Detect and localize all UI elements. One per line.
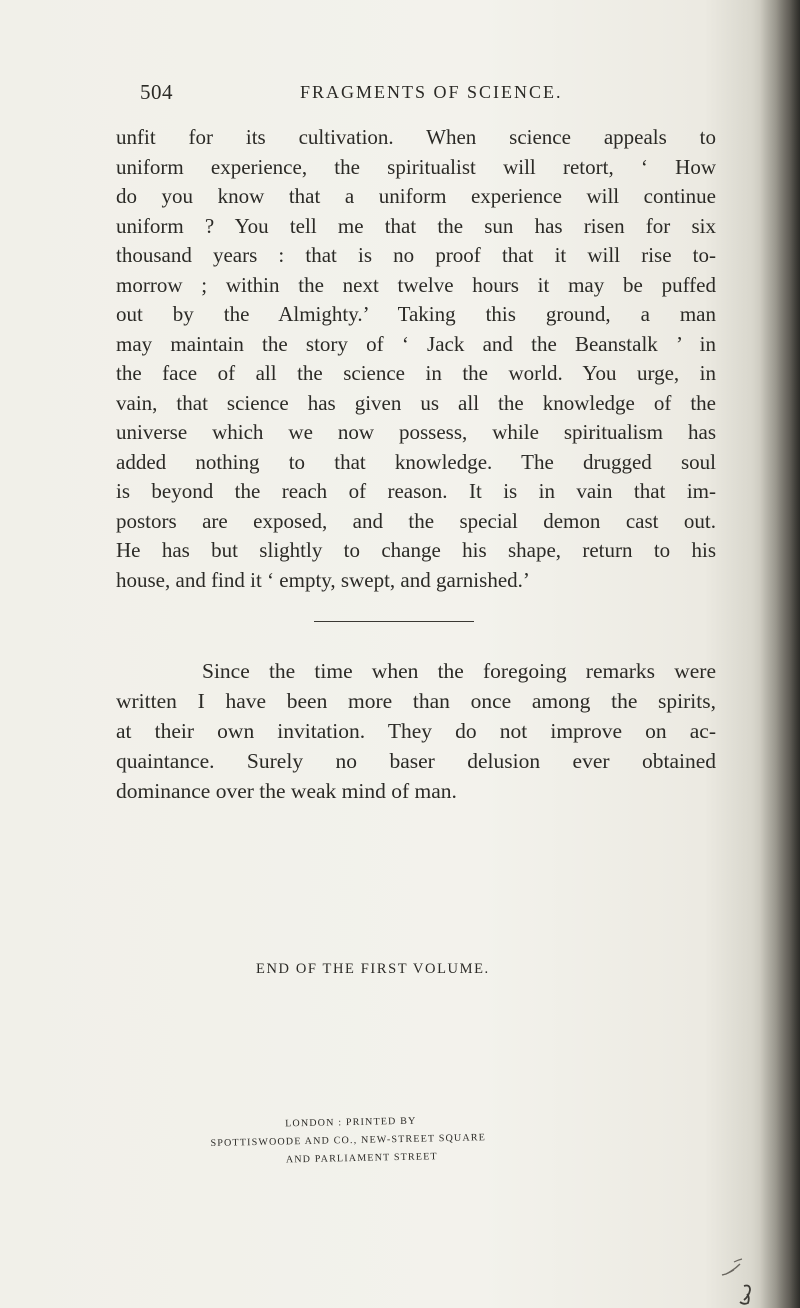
text-line: out by the Almighty.’ Taking this ground, a man <box>116 302 716 326</box>
pencil-mark-icon <box>700 1250 760 1305</box>
text-line: written I have been more than once among the spirits, <box>116 689 716 713</box>
text-line: may maintain the story of ‘ Jack and the Beanstalk ’ in <box>116 331 716 356</box>
text-line: vain, that science has given us all the knowledge of the <box>116 390 716 415</box>
printer-imprint <box>210 1109 611 1171</box>
text-line: at their own invitation. They do not improve on ac- <box>116 719 716 743</box>
imprint-line: LONDON : PRINTED BY <box>285 1115 417 1130</box>
text-line: the face of all the science in the world. You urge, in <box>116 361 716 385</box>
paragraph-1 <box>116 123 716 595</box>
text-line: quaintance. Surely no baser delusion ever obtained <box>116 749 716 773</box>
imprint-line: SPOTTISWOODE AND CO., NEW-STREET SQUARE <box>210 1132 487 1149</box>
text-line: Since the time when the foregoing remarks were <box>202 659 716 683</box>
section-divider <box>314 621 474 622</box>
text-line: He has but slightly to change his shape, return to his <box>116 538 716 562</box>
text-line: uniform experience, the spiritualist will retort, ‘ How <box>116 154 716 179</box>
text-line: unfit for its cultivation. When science appeals to <box>116 125 716 149</box>
imprint-line: AND PARLIAMENT STREET <box>285 1151 438 1166</box>
running-title: FRAGMENTS OF SCIENCE. <box>300 82 563 102</box>
text-line: added nothing to that knowledge. The drugged soul <box>116 449 716 474</box>
end-of-volume-note: END OF THE FIRST VOLUME. <box>256 961 490 977</box>
binding-shadow <box>760 0 800 1308</box>
text-line: thousand years : that is no proof that it will rise to- <box>116 243 716 267</box>
text-line: morrow ; within the next twelve hours it may be puffed <box>116 272 716 297</box>
text-line: postors are exposed, and the special demon cast out. <box>116 508 716 533</box>
text-line: dominance over the weak mind of man. <box>116 779 457 803</box>
text-line: do you know that a uniform experience will continue <box>116 184 716 208</box>
paragraph-2 <box>116 656 716 806</box>
running-head <box>140 80 720 112</box>
text-line: universe which we now possess, while spiritualism has <box>116 420 716 444</box>
text-line: is beyond the reach of reason. It is in vain that im- <box>116 479 716 503</box>
page-number: 504 <box>140 80 173 104</box>
text-line: uniform ? You tell me that the sun has risen for six <box>116 213 716 238</box>
text-line: house, and find it ‘ empty, swept, and garnished.’ <box>116 567 530 592</box>
